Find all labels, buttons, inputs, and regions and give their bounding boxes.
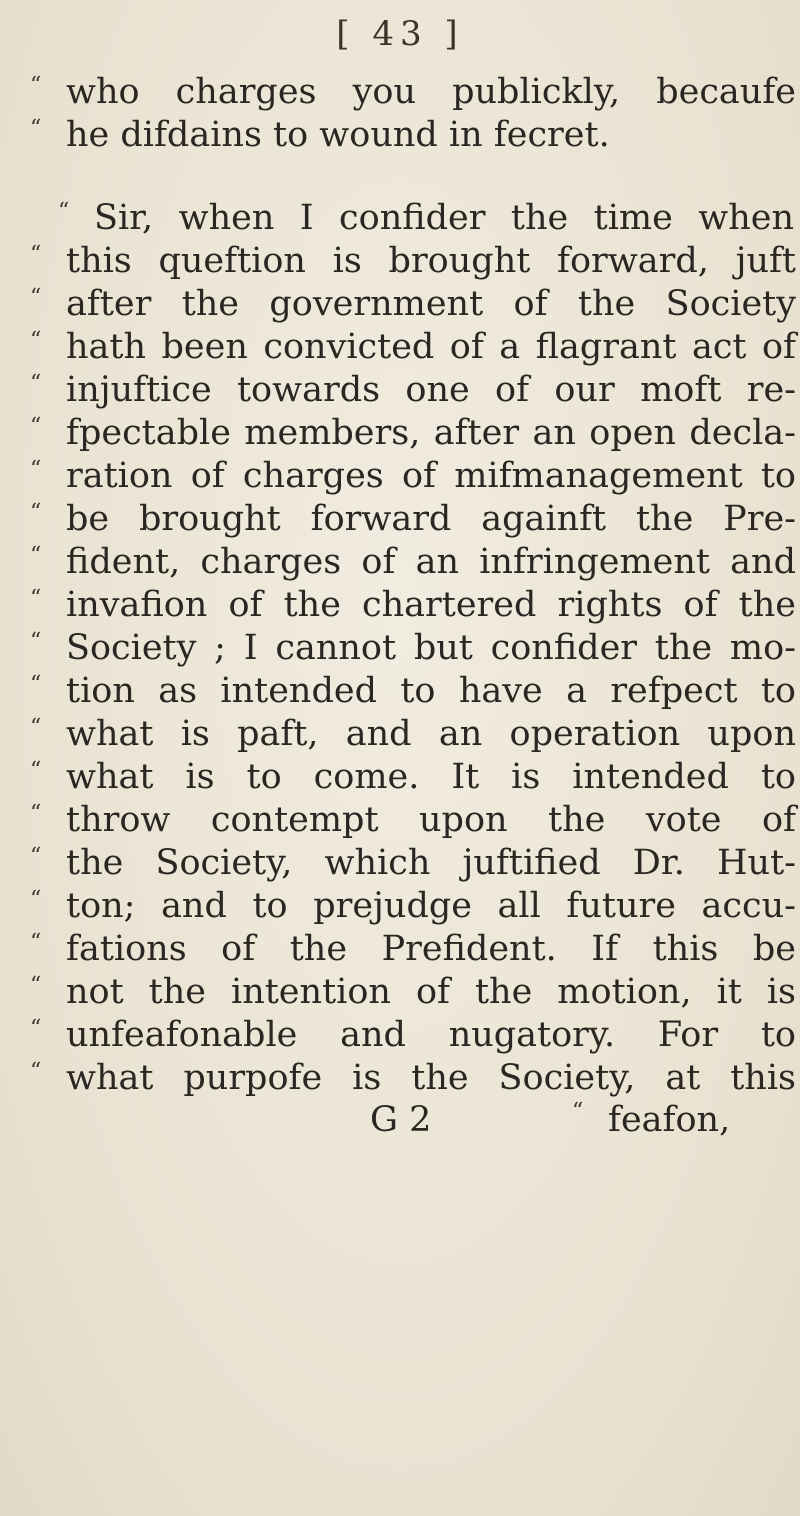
- text-line: [30, 542, 800, 582]
- text-line: [30, 671, 800, 711]
- line-text: Sir, when I confider the time when: [94, 198, 794, 238]
- line-text: fpectable members, after an open decla-: [66, 413, 796, 453]
- line-text: what purpofe is the Society, at this: [66, 1058, 796, 1098]
- page-footer: [0, 1098, 800, 1142]
- text-line: [30, 886, 800, 926]
- line-text: invafion of the chartered rights of the: [66, 585, 796, 625]
- text-line: [30, 284, 800, 324]
- text-line: [30, 72, 800, 112]
- text-line: [30, 327, 800, 367]
- line-text: after the government of the Society: [66, 284, 796, 324]
- line-text: not the intention of the motion, it is: [66, 972, 796, 1012]
- text-line: [30, 972, 800, 1012]
- text-line: [30, 456, 800, 496]
- quote-mark: “: [30, 285, 42, 310]
- quote-mark: “: [30, 887, 42, 912]
- quote-mark: “: [30, 758, 42, 783]
- quote-mark: “: [30, 629, 42, 654]
- text-line: [30, 800, 800, 840]
- text-line: [58, 198, 800, 238]
- quote-mark: “: [30, 930, 42, 955]
- quote-mark: “: [30, 457, 42, 482]
- line-text: throw contempt upon the vote of: [66, 800, 796, 840]
- quote-mark: “: [30, 1016, 42, 1041]
- line-text: Society ; I cannot but confider the mo-: [66, 628, 796, 668]
- quote-mark: “: [30, 73, 42, 98]
- line-text: he difdains to wound in fecret.: [66, 115, 610, 155]
- text-line: [30, 1015, 800, 1055]
- line-text: this queftion is brought forward, juft: [66, 241, 796, 281]
- text-line: [30, 757, 800, 797]
- line-text: tion as intended to have a refpect to: [66, 671, 796, 711]
- text-line: [30, 843, 800, 883]
- text-line: [30, 115, 800, 155]
- quote-mark: “: [30, 586, 42, 611]
- text-line: [30, 241, 800, 281]
- line-text: be brought forward againft the Pre-: [66, 499, 796, 539]
- line-text: hath been convicted of a flagrant act of: [66, 327, 796, 367]
- line-text: what is to come. It is intended to: [66, 757, 796, 797]
- quote-mark: “: [58, 199, 70, 224]
- line-text: injuftice towards one of our moft re-: [66, 370, 796, 410]
- line-text: fident, charges of an infringement and: [66, 542, 796, 582]
- line-text: unfeafonable and nugatory. For to: [66, 1015, 796, 1055]
- line-text: ton; and to prejudge all future accu-: [66, 886, 796, 926]
- quote-mark: “: [30, 715, 42, 740]
- text-line: [30, 499, 800, 539]
- line-text: what is paft, and an operation upon: [66, 714, 796, 754]
- page-number-header: [ 43 ]: [336, 14, 464, 54]
- catchword: [572, 1098, 730, 1142]
- line-text: ration of charges of mifmanagement to: [66, 456, 796, 496]
- quote-mark: “: [30, 672, 42, 697]
- quote-mark: “: [30, 543, 42, 568]
- quote-mark: “: [30, 371, 42, 396]
- quote-mark: “: [30, 1059, 42, 1084]
- quote-mark: “: [572, 1099, 584, 1124]
- quote-mark: “: [30, 973, 42, 998]
- quote-mark: “: [30, 801, 42, 826]
- text-line: [30, 585, 800, 625]
- line-text: the Society, which juftified Dr. Hut-: [66, 843, 796, 883]
- quote-mark: “: [30, 844, 42, 869]
- signature-mark: G 2: [370, 1100, 432, 1140]
- catchword-text: feafon,: [608, 1100, 731, 1140]
- quote-mark: “: [30, 328, 42, 353]
- text-line: [30, 370, 800, 410]
- quote-mark: “: [30, 242, 42, 267]
- text-line: [30, 413, 800, 453]
- text-line: [30, 1058, 800, 1098]
- quote-mark: “: [30, 500, 42, 525]
- line-text: who charges you publickly, becaufe: [66, 72, 796, 112]
- text-line: [30, 929, 800, 969]
- text-line: [30, 628, 800, 668]
- line-text: fations of the Prefident. If this be: [66, 929, 796, 969]
- quote-mark: “: [30, 116, 42, 141]
- text-line: [30, 714, 800, 754]
- quote-mark: “: [30, 414, 42, 439]
